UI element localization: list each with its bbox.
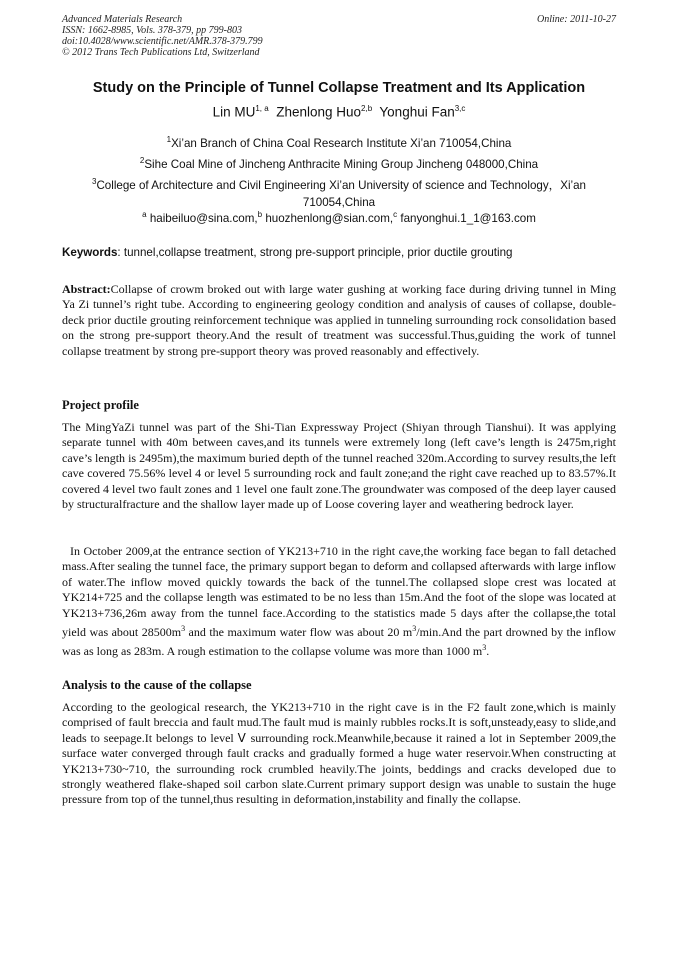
abstract-text: Collapse of crowm broked out with large water gushing at working face during driving tunnel in Ming Ya Zi tunnel’s right tube. According to engineering geology condition and analysis of causes of collapse, double-deck prior ductile grouting reinforcement technique was applied in tunneling surrounding rock consolidation based on the strong pre-support theory.And the result of treatment was successful.Thus,guiding the work of tunnel collapse treatment by strong pre-support theory was proved reasonably and effectively. xyxy=(62,282,616,358)
email-superscript: a xyxy=(142,210,147,219)
author-name: Lin MU xyxy=(212,104,256,120)
superscript: 3 xyxy=(482,643,487,653)
issn-line: ISSN: 1662-8985, Vols. 378-379, pp 799-803 xyxy=(62,25,242,36)
project-profile-paragraph-1: The MingYaZi tunnel was part of the Shi-Tian Expressway Project (Shiyan through Tianshui). It was applying separate tunnel with 40m between caves,and its tunnels were extremely long (left cave’s length is 2475m,right cave’s length is 2495m),the maximum buried depth of the tunnel reached 320m.According to survey results,the left cave covered 75.56% level 4 or level 5 surrounding rock and fault zone;and the right cave reached up to 83.57%.It covered 4 level two fault zones and 1 level one fault zone.The groundwater was composed of the deep layer caused by structuralfracture and the shallow layer made up of Loose covering layer and weathering bedrock layer. xyxy=(62,420,616,512)
cause-analysis-paragraph: According to the geological research, the YK213+710 in the right cave is in the F2 fault zone,which is mainly comprised of fault breccia and fault mud.The fault mud is mainly rubbles rocks.It is soft,unsteady,easy to slide,and leads to seepage.It belongs to level Ⅴ surrounding rock.Meanwhile,because it rained a lot in September 2009,the surface water converged through fault cracks and gradually formed a huge water reservoir.When constructing at YK213+730~710, the surrounding rock crumbled heavily.The joints, beddings and cracks developed due to strongly weathered flake-shaped soil carbon slate.Current primary support design was unable to sustain the huge pressure from top of the tunnel,thus resulting in deformation,instability and finally the collapse. xyxy=(62,700,616,807)
paragraph-text: and the maximum water flow was about 20 m xyxy=(185,625,413,640)
section-heading-cause-analysis: Analysis to the cause of the collapse xyxy=(62,678,252,692)
affiliation-text: Xi’an Branch of China Coal Research Institute Xi’an 710054,China xyxy=(171,136,512,150)
affiliation-2 xyxy=(66,152,612,173)
project-profile-paragraph-2 xyxy=(62,544,616,660)
doi-line: doi:10.4028/www.scientific.net/AMR.378-379.799 xyxy=(62,36,263,47)
keywords-label: Keywords xyxy=(62,246,118,259)
author-superscript: 3,c xyxy=(454,104,466,113)
paragraph-text: /min.And the part drowned by the inflow was as long as 283m. A rough estimation to the collapse volume was more than 1000 m xyxy=(62,625,617,659)
abstract xyxy=(62,282,616,359)
online-date: Online: 2011-10-27 xyxy=(537,14,616,25)
section-heading-project-profile: Project profile xyxy=(62,398,139,412)
email-address: huozhenlong@sian.com, xyxy=(265,211,394,225)
affiliation-superscript: 3 xyxy=(91,177,97,186)
abstract-label: Abstract: xyxy=(62,282,111,296)
copyright-line: © 2012 Trans Tech Publications Ltd, Switzerland xyxy=(62,47,260,58)
affiliation-text: Sihe Coal Mine of Jincheng Anthracite Mining Group Jincheng 048000,China xyxy=(144,157,539,171)
email-address: haibeiluo@sina.com, xyxy=(149,211,258,225)
affiliation-superscript: 1 xyxy=(166,135,172,144)
author-superscript: 2,b xyxy=(361,104,373,113)
affiliation-text: College of Architecture and Civil Engineering Xi’an University of science and Technology，Xi’an 710054,China xyxy=(96,178,587,209)
email-line xyxy=(40,210,638,225)
superscript: 3 xyxy=(181,624,186,634)
author-superscript: 1, a xyxy=(255,104,269,113)
email-address: fanyonghui.1_1@163.com xyxy=(400,211,536,225)
affiliation-3 xyxy=(66,173,612,211)
author-name: Zhenlong Huo xyxy=(276,104,362,120)
journal-header xyxy=(62,14,616,58)
paragraph-text: . xyxy=(486,644,490,659)
author-name: Yonghui Fan xyxy=(379,104,455,120)
keywords-text: : tunnel,collapse treatment, strong pre-support principle, prior ductile grouting xyxy=(117,246,513,259)
email-superscript: c xyxy=(393,210,398,219)
paper-title: Study on the Principle of Tunnel Collapse Treatment and Its Application xyxy=(92,80,586,96)
affiliation-superscript: 2 xyxy=(139,156,145,165)
keywords xyxy=(62,246,616,259)
author-list xyxy=(40,104,638,120)
paragraph-text: In October 2009,at the entrance section of YK213+710 in the right cave,the working face began to fall detached mass.After sealing the tunnel face, the primary support began to deform and collapsed afterwards with large inflow of water.The inflow moved quickly towards the back of the tunnel.The collapsed slope crest was located at YK214+725 and the collapse length was estimated to be no less than 15m.And the foot of the slope was located at YK213+736,26m away from the tunnel face.According to the statistics made 5 days after the collapse,the total yield was about 28500m xyxy=(62,544,616,640)
email-superscript: b xyxy=(257,210,263,219)
affiliation-1 xyxy=(66,131,612,152)
superscript: 3 xyxy=(412,624,417,634)
journal-name: Advanced Materials Research xyxy=(62,14,183,25)
